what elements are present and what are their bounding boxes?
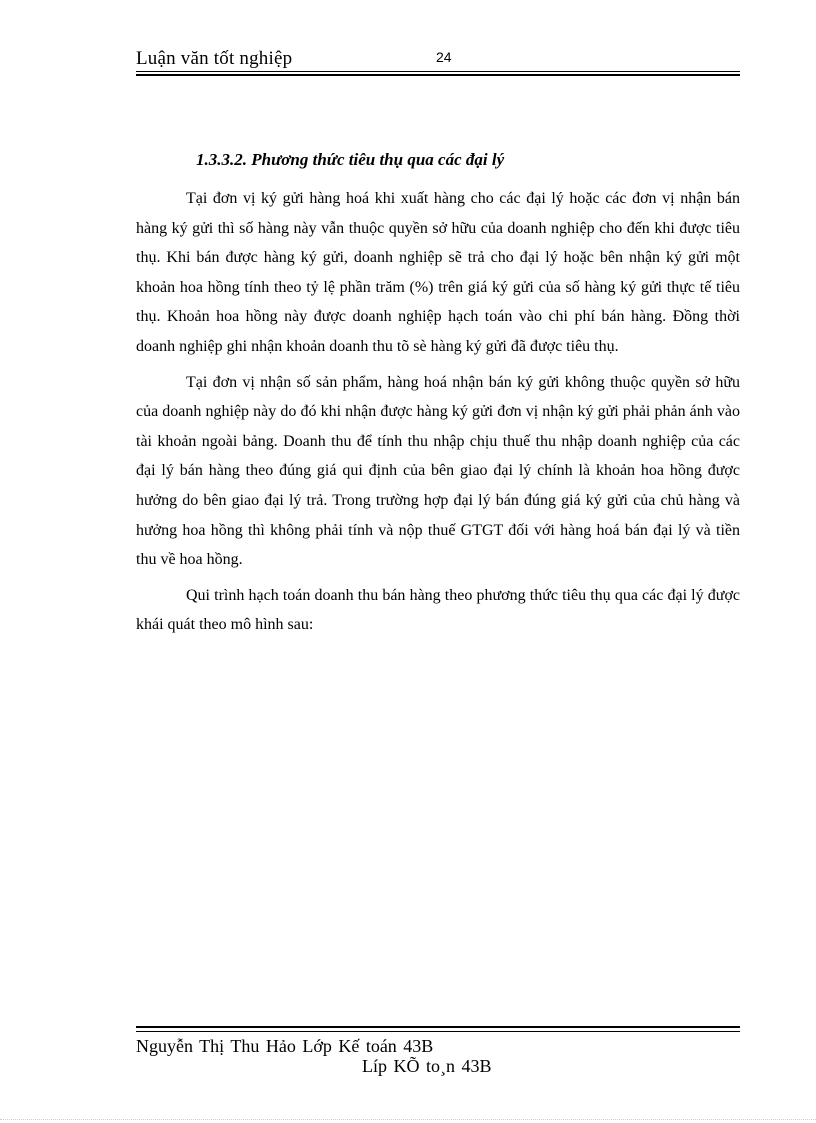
footer-rule-thin xyxy=(136,1031,740,1032)
running-header-title: Luận văn tốt nghiệp xyxy=(136,48,293,69)
footer-class-line: Líp KÕ to¸n 43B xyxy=(362,1056,492,1076)
footer-rule-thick xyxy=(136,1026,740,1028)
page-bottom-border xyxy=(0,1119,816,1120)
paragraph: Qui trình hạch toán doanh thu bán hàng theo phương thức tiêu thụ qua các đại lý được khái quát theo mô hình sau: xyxy=(136,586,740,634)
header-rule-thin xyxy=(136,71,740,72)
section-heading: 1.3.3.2. Phương thức tiêu thụ qua các đại lý xyxy=(196,150,505,169)
footer-author-line: Nguyễn Thị Thu Hảo Lớp Kế toán 43B xyxy=(136,1036,434,1056)
paragraph: Tại đơn vị ký gửi hàng hoá khi xuất hàng cho các đại lý hoặc các đơn vị nhận bán hàng ký gửi thì số hàng này vẫn thuộc quyền sở hữu của doanh nghiệp cho đến khi được tiêu thụ. Khi bán được hàng ký gửi, doanh nghiệp sẽ trả cho đại lý hoặc bên nhận ký gửi một khoản hoa hồng tính theo tỷ lệ phần trăm (%) trên giá ký gửi của số hàng ký gửi thực tế tiêu thụ. Khoản hoa hồng này được doanh nghiệp hạch toán vào chi phí bán hàng. Đồng thời doanh nghiệp ghi nhận khoản doanh thu tõ sè hàng ký gửi đã được tiêu thụ. xyxy=(136,190,740,355)
paragraph: Tại đơn vị nhận số sản phẩm, hàng hoá nhận bán ký gửi không thuộc quyền sở hữu của doanh nghiệp này do đó khi nhận được hàng ký gửi đơn vị nhận ký gửi phải phản ánh vào tài khoản ngoài bảng. Doanh thu để tính thu nhập chịu thuế thu nhập doanh nghiệp của các đại lý bán hàng theo đúng giá qui định của bên giao đại lý chính là khoản hoa hồng được hưởng do bên giao đại lý trả. Trong trường hợp đại lý bán đúng giá ký gửi của chủ hàng và hưởng hoa hồng thì không phải tính và nộp thuế GTGT đối với hàng hoá bán đại lý và tiền thu về hoa hồng. xyxy=(136,373,740,569)
header-rule-thick xyxy=(136,74,740,76)
body-text xyxy=(136,184,740,646)
page-number: 24 xyxy=(436,49,452,65)
